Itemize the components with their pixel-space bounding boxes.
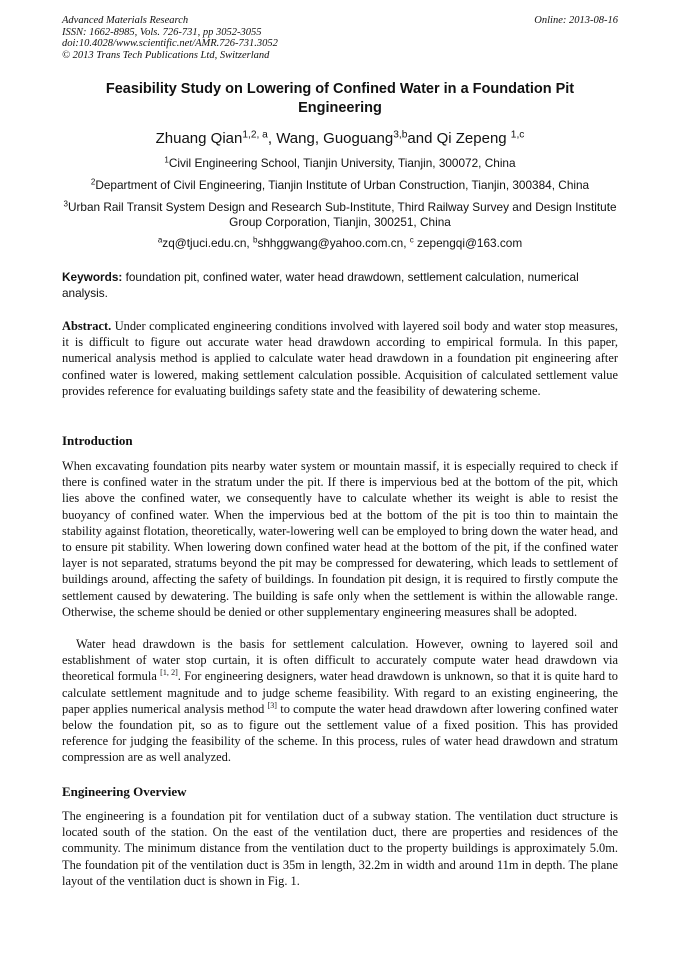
author-affiliation-mark: 1,2, a <box>242 129 268 141</box>
introduction-paragraph-1: When excavating foundation pits nearby water system or mountain massif, it is especially required to check if there is confined water in the stratum under the pit. If there is impervious bed at the bottom of the pit, which lies above the confined water, we consequently have to calculate whether its weight is able to resist the buoyancy of confined water. When the impervious bed at the bottom of the pit is too thin to maintain the stability against flotation, theoretically, water-lowering well can be employed to bring down the water head, and to ensure pit stability. When lowering down confined water head at the bottom of the pit, if the confined water layer is not separated, stratums beyond the pit may be compressed for dewatering, which leads to settlement of buildings around, affecting the safety of buildings. In foundation pit design, it is required to firstly compute the settlement caused by dewatering. The building is safe only when the settlement is within the allowable range. Otherwise, the scheme should be denied or other supplementary engineering measures shall be adopted. <box>62 459 618 619</box>
affiliation-mark: 3 <box>63 199 68 209</box>
email-line <box>62 236 618 251</box>
affiliation-1 <box>62 156 618 171</box>
author-name: Wang, Guoguang <box>276 130 394 147</box>
affiliation-mark: 2 <box>90 177 96 187</box>
journal-header <box>62 15 618 61</box>
paper-title: Feasibility Study on Lowering of Confined Water in a Foundation Pit Engineering <box>105 81 575 116</box>
author-name: Zhuang Qian <box>155 130 243 147</box>
email-mark: a <box>157 235 163 245</box>
citation: [3] <box>267 700 277 710</box>
author-name: and Qi Zepeng <box>407 130 511 147</box>
affiliation-text: Civil Engineering School, Tianjin University, Tianjin, 300072, China <box>168 156 516 170</box>
copyright-line: © 2013 Trans Tech Publications Ltd, Switzerland <box>62 49 270 61</box>
section-heading-introduction: Introduction <box>62 433 133 448</box>
paragraph-text: . For engineering designers, water head drawdown is unknown, so that it is quite hard to calculate settlement magnitude and to judge scheme feasibility. With regard to an existing engineering, the paper applies numerical analysis method <box>62 669 618 716</box>
issn-line: ISSN: 1662-8985, Vols. 726-731, pp 3052-3055 <box>62 26 262 38</box>
abstract-label: Abstract. <box>62 319 112 333</box>
journal-name: Advanced Materials Research <box>62 15 189 26</box>
email-address: zq@tjuci.edu.cn, <box>162 236 253 250</box>
author-line: Zhuang Qian$^{1,2, a}$, Wang, Guoguang$^{3,b}$and Qi Zepeng $^{1,c}$ <box>155 129 525 147</box>
abstract-text: Under complicated engineering conditions involved with layered soil body and water stop measures, it is difficult to figure out accurate water head drawdown according to empirical formula. In this paper, numerical analysis method is applied to calculate water head drawdown in a foundation pit engineering after confined water is lowered, making settlement calculation possible. Acquisition of calculated settlement value provides reference for evaluating buildings safety state and the feasibility of dewatering scheme. <box>62 319 618 398</box>
introduction-paragraph-2 <box>62 636 618 766</box>
abstract <box>62 318 618 399</box>
overview-paragraph-1: The engineering is a foundation pit for ventilation duct of a subway station. The ventilation duct structure is located south of the station. On the east of the ventilation duct, there are properties and residences of the community. The minimum distance from the ventilation duct to the property buildings is approximately 5.0m. The foundation pit of the ventilation duct is 35m in length, 32.2m in width and around 11m in depth. The plane layout of the ventilation duct is shown in Fig. 1. <box>62 809 618 888</box>
author-affiliation-mark: 3,b <box>393 129 408 141</box>
keywords-label: Keywords: <box>62 270 123 284</box>
section-heading-engineering-overview: Engineering Overview <box>62 784 187 799</box>
paragraph-text: to compute the water head drawdown after lowering confined water below the foundation pit, so as to figure out the settlement value of a fixed position. This has provided reference for judging the feasibility of the scheme. In this process, rules of water head drawdown and stratum compression are as well analyzed. <box>62 701 618 765</box>
affiliation-2 <box>62 178 618 193</box>
author-affiliation-mark: 1,c <box>510 129 525 141</box>
paragraph-text: Water head drawdown is the basis for settlement calculation. However, owning to layered soil and establishment of water stop curtain, it is often difficult to accurately compute water head drawdown via theoretical formula <box>62 637 618 684</box>
affiliation-3 <box>62 200 618 230</box>
email-mark: b <box>252 235 258 245</box>
affiliation-mark: 1 <box>164 155 169 165</box>
citation: [1, 2] <box>160 668 178 678</box>
doi-line: doi:10.4028/www.scientific.net/AMR.726-731.3052 <box>62 38 278 49</box>
email-address: shhggwang@yahoo.com.cn, <box>257 236 410 250</box>
keywords-text: foundation pit, confined water, water head drawdown, settlement calculation, numerical analysis. <box>62 270 579 300</box>
online-date: Online: 2013-08-16 <box>534 15 618 26</box>
email-address: zepengqi@163.com <box>413 236 523 250</box>
keywords <box>62 270 618 301</box>
affiliation-text: Department of Civil Engineering, Tianjin Institute of Urban Construction, Tianjin, 300384, China <box>95 178 590 192</box>
email-mark: c <box>409 235 414 245</box>
affiliation-text: Urban Rail Transit System Design and Research Sub-Institute, Third Railway Survey and Design Institute Group Corporation, Tianjin, 300251, China <box>67 200 617 229</box>
